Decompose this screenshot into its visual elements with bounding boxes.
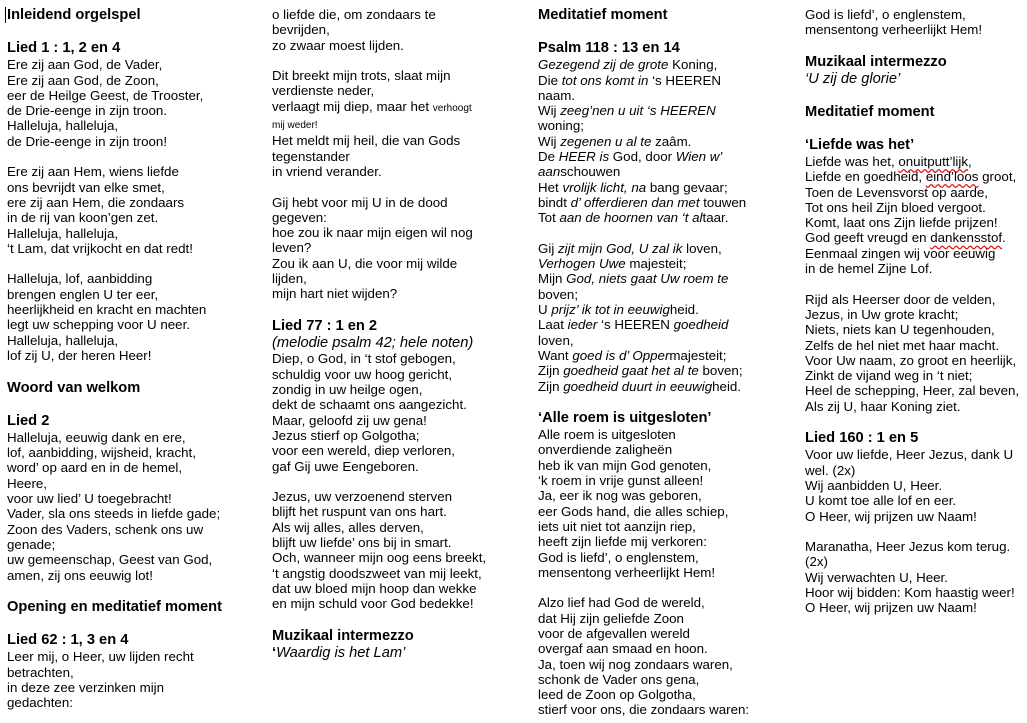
lyric-line: gaf Gij uwe Eengeboren.: [272, 458, 419, 474]
lyric-line: in de rij van koon’gen zet.: [7, 210, 159, 226]
lyric-line: [538, 164, 788, 179]
lyric-line: Och, wanneer mijn oog eens breekt,: [272, 550, 487, 566]
lyric-line: Ere zij aan God, de Vader,: [7, 57, 163, 73]
stanza: [538, 241, 788, 394]
lyric-line: onverdiende zaligheën: [538, 442, 673, 458]
lyric-line: Als zij U, haar Koning ziet.: [805, 398, 961, 414]
lyric-line: zondig in uw heilge ogen,: [272, 382, 423, 398]
lyric-line: dat uw bloed mijn hoop dan wekke: [272, 580, 477, 596]
song-block: [7, 631, 257, 710]
lyric-line: in de hemel Zijne Lof.: [805, 261, 933, 277]
song-block: [538, 409, 788, 580]
lyric-line: heb ik van mijn God genoten,: [538, 457, 712, 473]
lyric-line: O Heer, wij prijzen uw Naam!: [805, 508, 977, 524]
italic-text: tot ons komt in: [561, 72, 649, 88]
lyric-line: Zoon des Vaders, schenk ons uw: [7, 521, 204, 537]
lyric-segment: Koning,: [668, 57, 718, 73]
bold-text: ‘: [272, 644, 277, 661]
text-column-2: [272, 7, 522, 661]
misspelled-word[interactable]: dankensstof: [930, 230, 1003, 246]
lyric-line: heerlijkheid en kracht en machten: [7, 302, 207, 318]
lyric-line: ere zij aan Hem, die zondaars: [7, 194, 185, 210]
section-heading: Opening en meditatief moment: [7, 599, 222, 616]
italic-text: aan: [538, 164, 561, 180]
italic-text: prijz’ ik tot in eeuwig: [551, 302, 670, 318]
section-block: [7, 379, 257, 397]
lyric-segment: Want: [538, 347, 573, 363]
lyric-line: God is liefd’, o englenstem,: [805, 7, 966, 22]
italic-text: goed is d’ Opper: [572, 347, 670, 363]
lyric-segment: boven;: [698, 363, 743, 379]
lyric-line: schuldig voor uw hoog gericht,: [272, 366, 453, 382]
stanza: [272, 195, 522, 302]
song-title: Lied 160 : 1 en 5: [805, 430, 919, 447]
lyric-line: mensentong verheerlijkt Hem!: [538, 564, 716, 580]
lyric-segment: loven,: [682, 240, 722, 256]
lyric-line: Voor uw liefde, Heer Jezus, dank U: [805, 447, 1014, 463]
lyric-line: [538, 271, 788, 286]
song-block: [7, 39, 257, 149]
subtitle: [272, 335, 522, 352]
stanza: [272, 7, 522, 53]
lyric-line: ‘t angstig doodszweet van mij leekt,: [272, 565, 482, 581]
lyric-line: stierf voor ons, die zondaars waren:: [538, 702, 750, 718]
lyric-line: Jezus, uw verzoenend sterven: [272, 489, 453, 505]
lyric-line: wel. (2x): [805, 462, 856, 478]
lyric-segment: bang gevaar;: [646, 179, 728, 195]
italic-text: Verhogen Uwe: [538, 256, 626, 272]
italic-text: zeeg’nen u uit ‘s HEEREN: [560, 103, 716, 119]
lyric-line: Leer mij, o Heer, uw lijden recht: [7, 649, 194, 665]
lyric-line: [538, 348, 788, 363]
stanza: [7, 271, 257, 363]
lyric-segment: majesteit;: [625, 256, 687, 272]
lyric-line: en mijn schuld voor God bedekke!: [272, 596, 474, 612]
lyric-line: Halleluja, eeuwig dank en ere,: [7, 429, 186, 445]
lyric-line: tegenstander: [272, 148, 350, 164]
lyric-line: Jezus stierf op Golgotha;: [272, 427, 420, 443]
lyric-line: bevrijden,: [272, 22, 330, 38]
lyric-line: uw gemeenschap, Geest van God,: [7, 552, 213, 568]
lyric-line: [805, 230, 1020, 245]
stanza: [272, 489, 522, 611]
stanza: [7, 164, 257, 256]
lyric-line: [272, 99, 522, 116]
lyric-line: Gij hebt voor mij U in de dood: [272, 194, 448, 210]
lyric-line: dekt de schaamt ons aangezicht.: [272, 397, 467, 413]
song-title: Lied 1 : 1, 2 en 4: [7, 40, 121, 57]
lyric-segment: God geeft vreugd en: [805, 230, 931, 246]
lyric-line: [272, 116, 522, 133]
lyric-line: Heere,: [7, 475, 48, 491]
italic-text: zijt mijn God, U zal ik: [558, 240, 683, 256]
lyric-segment: Zijn: [538, 378, 564, 394]
lyric-line: dat Hij zijn geliefde Zoon: [538, 610, 684, 626]
italic-text: aan de hoornen van ‘t al: [559, 210, 703, 226]
lyric-line: Alzo lief had God de wereld,: [538, 595, 705, 611]
lyric-line: verdienste neder,: [272, 83, 375, 99]
section-heading: Meditatief moment: [538, 7, 668, 23]
lyric-line: eer Gods hand, die alles schiep,: [538, 503, 729, 519]
lyric-line: [538, 180, 788, 195]
text-column-1: [7, 6, 257, 711]
lyric-line: Toen de Levensvorst op aarde,: [805, 184, 989, 200]
lyric-line: Voor Uw naam, zo groot en heerlijk,: [805, 352, 1017, 368]
subtitle: [272, 645, 522, 662]
section-heading: Muzikaal intermezzo: [805, 53, 947, 70]
section-block: [7, 598, 257, 616]
lyric-segment: Liefde was het,: [805, 153, 899, 169]
stanza: [272, 68, 522, 179]
lyric-line: lijden,: [272, 271, 307, 287]
song-title: ‘Liefde was het’: [805, 136, 915, 153]
lyric-segment: De: [538, 149, 559, 165]
section-block: [272, 627, 522, 662]
lyric-line: overgaf aan smaad en hoon.: [538, 641, 708, 657]
italic-text: vrolijk licht, na: [562, 179, 647, 195]
lyric-line: Zelfs de hel niet met haar macht.: [805, 337, 1000, 353]
song-title: ‘Alle roem is uitgesloten’: [538, 410, 712, 427]
lyric-line: Halleluja, halleluja,: [7, 118, 119, 134]
lyric-segment: heid.: [669, 302, 699, 318]
lyric-line: [538, 379, 788, 394]
lyric-line: in vriend verander.: [272, 163, 382, 179]
lyric-segment: schouwen: [560, 164, 621, 180]
text-cursor: [5, 7, 6, 23]
lyric-line: God is liefd’, o englenstem,: [538, 549, 699, 565]
lyric-line: leed de Zoon op Golgotha,: [538, 687, 696, 703]
lyric-line: U komt toe alle lof en eer.: [805, 493, 957, 509]
lyric-segment: groot,: [978, 169, 1017, 185]
lyric-line: ‘k roem in vrije gunst alleen!: [538, 473, 704, 489]
lyric-line: Komt, laat ons Zijn liefde prijzen!: [805, 215, 998, 231]
lyric-segment: U: [538, 302, 552, 318]
lyric-line: Halleluja, halleluja,: [7, 225, 119, 241]
lyric-line: Ja, eer ik nog was geboren,: [538, 488, 702, 504]
section-heading: Meditatief moment: [805, 103, 935, 120]
lyric-line: Niets, niets kan U tegenhouden,: [805, 322, 995, 338]
lyric-line: word’ op aard en in de hemel,: [7, 460, 183, 476]
song-title: Lied 2: [7, 412, 50, 429]
lyric-line: brengen englen U ter eer,: [7, 286, 159, 302]
text-column-4: [805, 7, 1020, 616]
lyric-line: [538, 149, 788, 164]
lyric-line: [538, 195, 788, 210]
section-block: [538, 6, 788, 24]
lyric-segment: Tot: [538, 210, 560, 226]
lyric-segment: bindt: [538, 194, 571, 210]
lyric-segment: majesteit;: [669, 347, 727, 363]
lyric-segment: ,: [968, 153, 972, 169]
lyric-line: Heel de schepping, Heer, zal beven,: [805, 383, 1020, 399]
lyric-line: o liefde die, om zondaars te: [272, 7, 436, 22]
song-block: [538, 39, 788, 225]
lyric-line: ‘t Lam, dat vrijkocht en dat redt!: [7, 240, 193, 256]
song-block: [7, 412, 257, 583]
text-column-3: [538, 6, 788, 718]
lyric-line: mensentong verheerlijkt Hem!: [805, 22, 983, 38]
song-block: [805, 136, 1020, 276]
lyric-line: eer de Heilge Geest, de Trooster,: [7, 87, 204, 103]
lyric-segment: Zijn: [538, 363, 564, 379]
song-block: [272, 317, 522, 474]
lyric-line: Het meldt mij heil, die van Gods: [272, 133, 461, 149]
lyric-line: Hoor wij bidden: Kom haastig weer!: [805, 585, 1015, 600]
lyric-line: [805, 154, 1020, 169]
section-block: [805, 53, 1020, 88]
lyric-line: Ja, toen wij nog zondaars waren,: [538, 656, 733, 672]
section-heading: Woord van welkom: [7, 379, 141, 396]
lyric-line: Diep, o God, in ‘t stof gebogen,: [272, 351, 456, 367]
lyric-line: lof zij U, der heren Heer!: [7, 347, 152, 363]
lyric-line: zo zwaar moest lijden.: [272, 37, 404, 53]
lyric-line: [538, 73, 788, 88]
lyric-line: Wij verwachten U, Heer.: [805, 569, 948, 585]
italic-text: d’ offerdieren dan met: [570, 194, 700, 210]
italic-text: goedheid duurt in eeuwig: [563, 378, 713, 394]
italic-text: zegenen u al te: [560, 133, 652, 149]
lyric-line: Vader, sla ons steeds in liefde gade;: [7, 506, 221, 522]
lyric-line: hoe zou ik naar mijn eigen wil nog: [272, 225, 473, 241]
lyric-line: O Heer, wij prijzen uw Naam!: [805, 600, 977, 616]
lyric-line: blijft het ruspunt van ons hart.: [272, 504, 447, 520]
lyric-segment: .: [1002, 230, 1006, 246]
lyric-line: ons bevrijdt van elke smet,: [7, 179, 165, 195]
lyric-line: boven;: [538, 286, 579, 302]
lyric-line: legt uw schepping voor U neer.: [7, 317, 191, 333]
lyric-segment: Het: [538, 179, 563, 195]
lyric-segment: ‘s HEEREN: [597, 317, 674, 333]
italic-text: God, niets gaat Uw roem te: [566, 271, 729, 287]
italic-text: ‘U zij de glorie’: [805, 70, 901, 87]
lyric-line: de Drie-eenge in zijn troon.: [7, 103, 168, 119]
italic-text: goedheid gaat het al te: [563, 363, 699, 379]
lyric-line: mijn hart niet wijden?: [272, 286, 398, 302]
lyric-segment: Laat: [538, 317, 568, 333]
lyric-line: Tot ons heil Zijn bloed vergoot.: [805, 199, 986, 215]
lyric-line: voor een wereld, diep verloren,: [272, 443, 455, 459]
italic-text: Wien w’: [675, 149, 723, 165]
lyric-line: Eenmaal zingen wij voor eeuwig: [805, 245, 996, 261]
lyric-line: Zinkt de vijand weg in ‘t niet;: [805, 368, 973, 384]
lyric-segment: Mijn: [538, 271, 567, 287]
lyric-line: Dit breekt mijn trots, slaat mijn: [272, 68, 451, 84]
song-block: [805, 429, 1020, 523]
lyric-line: Rijd als Heerser door de velden,: [805, 291, 996, 307]
lyric-line: gedachten:: [7, 695, 73, 711]
lyric-line: naam.: [538, 87, 576, 103]
stanza: [805, 539, 1020, 615]
italic-text: Gezegend zij de grote: [538, 57, 669, 73]
lyric-segment: verlaagt mij diep, maar het: [272, 98, 433, 114]
lyric-segment: ‘s HEEREN: [648, 72, 721, 88]
lyric-line: amen, zij ons eeuwig lot!: [7, 567, 153, 583]
lyric-line: Ere zij aan God, de Zoon,: [7, 72, 159, 88]
lyric-line: [538, 241, 788, 256]
lyric-line: [538, 57, 788, 72]
lyric-line: [538, 134, 788, 149]
stanza: [805, 292, 1020, 414]
lyric-segment: God, door: [609, 149, 676, 165]
italic-text: ieder: [567, 317, 598, 333]
lyric-line: Wij aanbidden U, Heer.: [805, 477, 943, 493]
lyric-line: Halleluja, lof, aanbidding: [7, 271, 153, 287]
lyric-line: voor uw lied’ U toegebracht!: [7, 491, 172, 507]
lyric-segment: Wij: [538, 103, 561, 119]
lyric-segment: Liefde en goedheid,: [805, 169, 926, 185]
italic-text: Waardig is het Lam’: [276, 644, 406, 661]
lyric-line: Maar, geloofd zij uw gena!: [272, 412, 427, 428]
lyric-segment: touwen: [699, 194, 747, 210]
small-text: verhoogt: [432, 102, 472, 114]
lyric-line: genade;: [7, 536, 56, 552]
stanza: [538, 595, 788, 717]
small-text: mij weder!: [272, 120, 318, 132]
lyric-line: Zou ik aan U, die voor mij wilde: [272, 255, 458, 271]
section-block: [7, 6, 257, 24]
lyric-line: leven?: [272, 240, 312, 256]
section-block: [805, 103, 1020, 121]
lyric-line: [538, 302, 788, 317]
italic-text: goedheid: [673, 317, 729, 333]
italic-text: (melodie psalm 42; hele noten): [272, 334, 474, 351]
lyric-line: in deze zee verzinken mijn: [7, 679, 165, 695]
subtitle: [805, 71, 1020, 88]
lyric-line: Als wij alles, alles derven,: [272, 519, 424, 535]
lyric-line: gegeven:: [272, 209, 327, 225]
lyric-line: lof, aanbidding, wijsheid, kracht,: [7, 445, 196, 461]
section-heading: Muzikaal intermezzo: [272, 627, 414, 644]
lyric-line: schonk de Vader ons gena,: [538, 671, 700, 687]
lyric-line: loven,: [538, 332, 574, 348]
lyric-line: de Drie-eenge in zijn troon!: [7, 133, 168, 149]
lyric-segment: zaâm.: [651, 133, 692, 149]
stanza: [805, 7, 1020, 38]
lyric-line: voor de afgevallen wereld: [538, 625, 690, 641]
lyric-line: [805, 169, 1020, 184]
lyric-line: Maranatha, Heer Jezus kom terug.: [805, 539, 1011, 555]
lyric-line: (2x): [805, 554, 828, 570]
lyric-line: [538, 103, 788, 118]
lyric-line: Jezus, in Uw grote kracht;: [805, 306, 959, 322]
lyric-line: Ere zij aan Hem, wiens liefde: [7, 164, 179, 180]
lyric-line: [538, 363, 788, 378]
lyric-line: [538, 210, 788, 225]
song-title: Lied 62 : 1, 3 en 4: [7, 632, 129, 649]
lyric-segment: Gij: [538, 240, 558, 256]
song-title: Lied 77 : 1 en 2: [272, 317, 378, 334]
lyric-line: iets uit niet tot aanzijn riep,: [538, 518, 696, 534]
lyric-segment: heid.: [712, 378, 742, 394]
lyric-line: [538, 317, 788, 332]
lyric-line: Halleluja, halleluja,: [7, 332, 119, 348]
lyric-line: betrachten,: [7, 664, 74, 680]
lyric-segment: taar.: [702, 210, 729, 226]
lyric-segment: Wij: [538, 133, 561, 149]
italic-text: HEER is: [558, 149, 610, 165]
section-heading: Inleidend orgelspel: [7, 7, 141, 23]
lyric-line: blijft uw liefde’ ons bij in smart.: [272, 535, 452, 550]
lyric-line: [538, 256, 788, 271]
misspelled-word[interactable]: onuitputt’lijk: [898, 153, 969, 169]
lyric-line: heeft zijn liefde mij verkoren:: [538, 534, 707, 550]
lyric-line: woning;: [538, 118, 584, 134]
song-title: Psalm 118 : 13 en 14: [538, 40, 680, 57]
lyric-line: Alle roem is uitgesloten: [538, 427, 676, 443]
lyric-segment: Die: [538, 72, 562, 88]
misspelled-word[interactable]: eind’loos: [925, 169, 979, 185]
